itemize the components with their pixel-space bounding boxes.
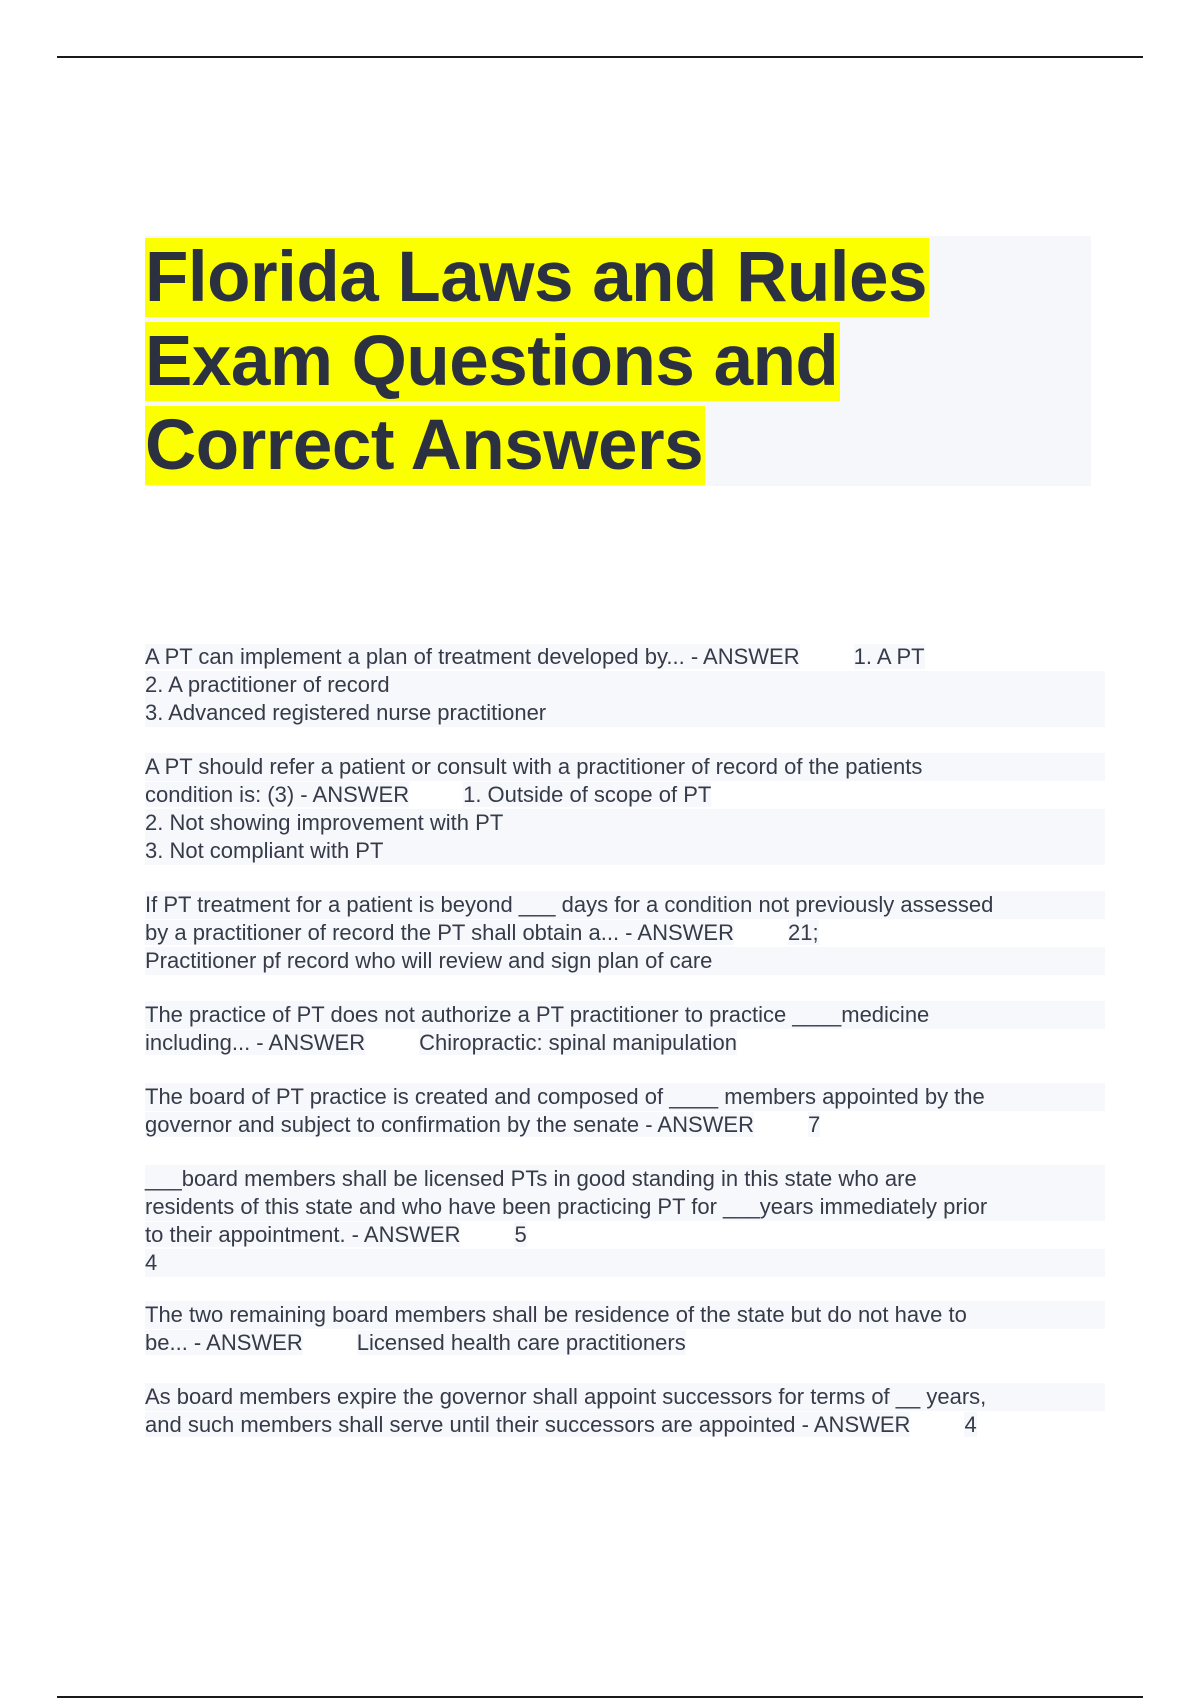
answer-text: 3. Not compliant with PT xyxy=(145,837,1105,865)
question-text: condition is: (3) - ANSWER xyxy=(145,782,410,807)
title-line-3: Correct Answers xyxy=(145,406,704,485)
qa-item xyxy=(145,1165,1105,1277)
document-title xyxy=(145,236,1091,488)
qa-item xyxy=(145,1383,1105,1439)
answer-text: 4 xyxy=(145,1249,1105,1277)
question-text: The practice of PT does not authorize a PT practitioner to practice ____medicine xyxy=(145,1001,1105,1029)
qa-item xyxy=(145,1083,1105,1139)
answer-text: 1. Outside of scope of PT xyxy=(463,782,712,807)
qa-item xyxy=(145,1001,1105,1057)
answer-text: Chiropractic: spinal manipulation xyxy=(419,1030,738,1055)
question-text: A PT should refer a patient or consult with a practitioner of record of the patients xyxy=(145,753,1105,781)
question-text: As board members expire the governor shall appoint successors for terms of __ years, xyxy=(145,1383,1105,1411)
answer-text: Licensed health care practitioners xyxy=(356,1330,686,1355)
qa-item xyxy=(145,1301,1105,1357)
answer-text: 5 xyxy=(514,1222,527,1247)
qa-list xyxy=(145,643,1105,1465)
question-text: governor and subject to confirmation by the senate - ANSWER xyxy=(145,1112,754,1137)
question-text: The two remaining board members shall be residence of the state but do not have to xyxy=(145,1301,1105,1329)
title-block xyxy=(145,236,1091,486)
question-text: A PT can implement a plan of treatment developed by... - ANSWER xyxy=(145,644,800,669)
question-text: to their appointment. - ANSWER xyxy=(145,1222,461,1247)
qa-item xyxy=(145,891,1105,975)
question-text: If PT treatment for a patient is beyond ___ days for a condition not previously assessed xyxy=(145,891,1105,919)
question-text: by a practitioner of record the PT shall obtain a... - ANSWER xyxy=(145,920,734,945)
question-text: including... - ANSWER xyxy=(145,1030,366,1055)
answer-text: 21; xyxy=(787,920,819,945)
title-line-2: Exam Questions and xyxy=(145,322,839,401)
answer-text: Practitioner pf record who will review and sign plan of care xyxy=(145,947,1105,975)
question-text: residents of this state and who have been practicing PT for ___years immediately prior xyxy=(145,1193,1105,1221)
answer-text: 2. A practitioner of record xyxy=(145,671,1105,699)
title-line-1: Florida Laws and Rules xyxy=(145,238,927,317)
answer-text: 4 xyxy=(964,1412,977,1437)
question-text: be... - ANSWER xyxy=(145,1330,303,1355)
answer-text: 3. Advanced registered nurse practitioner xyxy=(145,699,1105,727)
qa-item xyxy=(145,643,1105,727)
top-rule xyxy=(57,56,1143,58)
answer-text: 2. Not showing improvement with PT xyxy=(145,809,1105,837)
question-text: ___board members shall be licensed PTs in good standing in this state who are xyxy=(145,1165,1105,1193)
question-text: The board of PT practice is created and composed of ____ members appointed by the xyxy=(145,1083,1105,1111)
bottom-rule xyxy=(57,1696,1143,1698)
question-text: and such members shall serve until their successors are appointed - ANSWER xyxy=(145,1412,911,1437)
qa-item xyxy=(145,753,1105,865)
answer-text: 7 xyxy=(807,1112,821,1137)
answer-text: 1. A PT xyxy=(853,644,925,669)
